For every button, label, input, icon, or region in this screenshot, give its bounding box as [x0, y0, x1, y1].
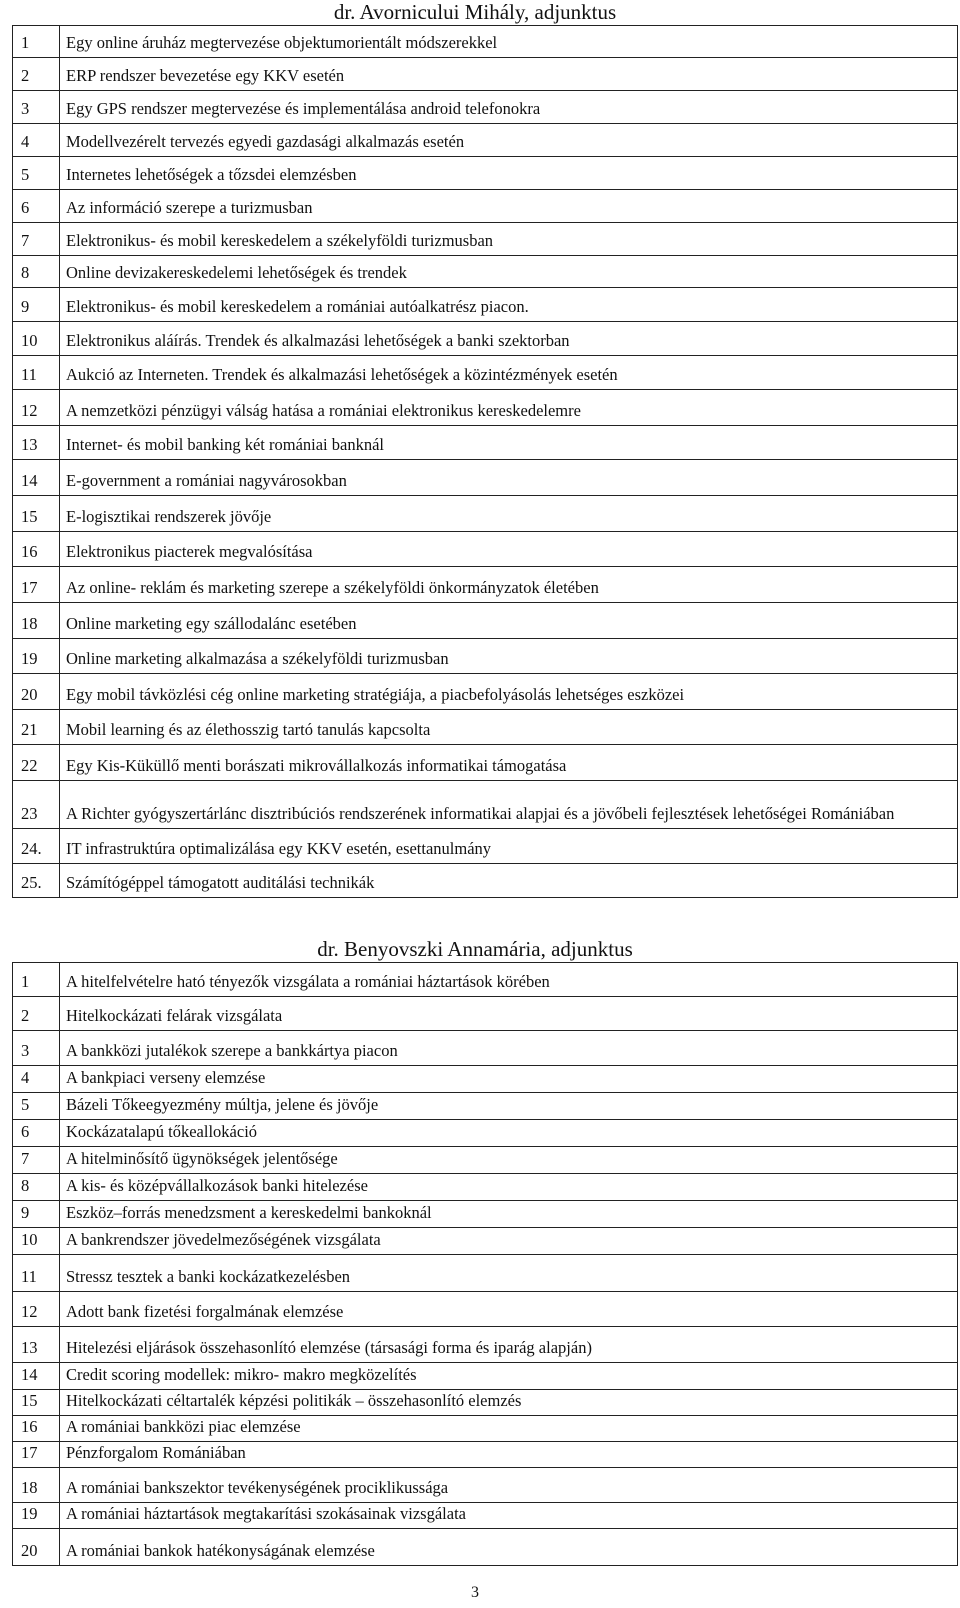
- thesis-topic-title: Hitelkockázati céltartalék képzési politikák – összehasonlító elemzés: [60, 1390, 958, 1416]
- thesis-topic-title: Eszköz–forrás menedzsment a kereskedelmi bankoknál: [60, 1201, 958, 1228]
- table-row: [13, 674, 958, 710]
- row-number: 21: [13, 710, 60, 745]
- thesis-topic-title: Elektronikus piacterek megvalósítása: [60, 532, 958, 567]
- table-row: [13, 91, 958, 124]
- row-number: 8: [13, 1174, 60, 1201]
- thesis-topic-title: Internet- és mobil banking két romániai banknál: [60, 426, 958, 460]
- table-row: [13, 532, 958, 567]
- row-number: 1: [13, 26, 60, 58]
- table-row: [13, 1228, 958, 1255]
- row-number: 3: [13, 1031, 60, 1066]
- thesis-topic-title: A nemzetközi pénzügyi válság hatása a romániai elektronikus kereskedelemre: [60, 390, 958, 426]
- row-number: 22: [13, 745, 60, 781]
- row-number: 2: [13, 58, 60, 91]
- thesis-topic-title: A hitelfelvételre ható tényezők vizsgálata a romániai háztartások körében: [60, 963, 958, 997]
- table-row: [13, 256, 958, 288]
- thesis-topic-title: Hitelkockázati felárak vizsgálata: [60, 997, 958, 1031]
- thesis-topic-title: Pénzforgalom Romániában: [60, 1442, 958, 1468]
- row-number: 17: [13, 1442, 60, 1468]
- thesis-topic-title: A hitelminősítő ügynökségek jelentősége: [60, 1147, 958, 1174]
- table-row: [13, 223, 958, 256]
- thesis-topic-title: Internetes lehetőségek a tőzsdei elemzésben: [60, 157, 958, 190]
- table-row: [13, 1327, 958, 1363]
- thesis-topic-title: IT infrastruktúra optimalizálása egy KKV esetén, esettanulmány: [60, 829, 958, 864]
- row-number: 11: [13, 356, 60, 390]
- thesis-topic-title: A romániai háztartások megtakarítási szokásainak vizsgálata: [60, 1503, 958, 1529]
- table-row: [13, 356, 958, 390]
- table-row: [13, 1120, 958, 1147]
- table-row: [13, 1363, 958, 1390]
- table-row: [13, 829, 958, 864]
- thesis-topic-title: Az online- reklám és marketing szerepe a székelyföldi önkormányzatok életében: [60, 567, 958, 603]
- thesis-topic-title: Az információ szerepe a turizmusban: [60, 190, 958, 223]
- thesis-topic-title: Stressz tesztek a banki kockázatkezelésben: [60, 1255, 958, 1292]
- thesis-topic-title: A romániai bankok hatékonyságának elemzése: [60, 1529, 958, 1566]
- row-number: 20: [13, 1529, 60, 1566]
- table-row: [13, 1292, 958, 1327]
- table-row: [13, 288, 958, 322]
- section-heading-benyovszki: dr. Benyovszki Annamária, adjunktus: [317, 937, 633, 961]
- row-number: 9: [13, 1201, 60, 1228]
- row-number: 19: [13, 1503, 60, 1529]
- thesis-topic-title: Online marketing alkalmazása a székelyföldi turizmusban: [60, 639, 958, 674]
- row-number: 5: [13, 1093, 60, 1120]
- thesis-topic-title: A bankközi jutalékok szerepe a bankkártya piacon: [60, 1031, 958, 1066]
- thesis-topic-title: Bázeli Tőkeegyezmény múltja, jelene és jövője: [60, 1093, 958, 1120]
- row-number: 2: [13, 997, 60, 1031]
- table-row: [13, 1529, 958, 1566]
- row-number: 18: [13, 603, 60, 639]
- table-row: [13, 1416, 958, 1442]
- table-row: [13, 1031, 958, 1066]
- thesis-topic-title: Egy GPS rendszer megtervezése és implementálása android telefonokra: [60, 91, 958, 124]
- table-row: [13, 1442, 958, 1468]
- thesis-topic-title: Hitelezési eljárások összehasonlító elemzése (társasági forma és iparág alapján): [60, 1327, 958, 1363]
- thesis-topic-title: A romániai bankközi piac elemzése: [60, 1416, 958, 1442]
- row-number: 25.: [13, 864, 60, 898]
- table-row: [13, 1093, 958, 1120]
- row-number: 10: [13, 322, 60, 356]
- table-row: [13, 567, 958, 603]
- table-row: [13, 1390, 958, 1416]
- thesis-topic-title: ERP rendszer bevezetése egy KKV esetén: [60, 58, 958, 91]
- table-row: [13, 124, 958, 157]
- row-number: 14: [13, 460, 60, 496]
- page-number: 3: [471, 1584, 479, 1601]
- table-row: [13, 745, 958, 781]
- thesis-topic-title: Adott bank fizetési forgalmának elemzése: [60, 1292, 958, 1327]
- row-number: 4: [13, 1066, 60, 1093]
- thesis-topic-title: Egy Kis-Küküllő menti borászati mikrovállalkozás informatikai támogatása: [60, 745, 958, 781]
- row-number: 6: [13, 190, 60, 223]
- thesis-topic-title: Elektronikus- és mobil kereskedelem a romániai autóalkatrész piacon.: [60, 288, 958, 322]
- row-number: 11: [13, 1255, 60, 1292]
- row-number: 1: [13, 963, 60, 997]
- table-row: [13, 1147, 958, 1174]
- row-number: 10: [13, 1228, 60, 1255]
- table-row: [13, 864, 958, 898]
- table-row: [13, 426, 958, 460]
- row-number: 24.: [13, 829, 60, 864]
- section-heading-avornicului: dr. Avornicului Mihály, adjunktus: [333, 0, 617, 24]
- row-number: 23: [13, 781, 60, 829]
- table-row: [13, 1503, 958, 1529]
- table-row: [13, 997, 958, 1031]
- thesis-topic-title: Elektronikus- és mobil kereskedelem a székelyföldi turizmusban: [60, 223, 958, 256]
- row-number: 20: [13, 674, 60, 710]
- thesis-topic-title: Egy mobil távközlési cég online marketing stratégiája, a piacbefolyásolás lehetséges eszközei: [60, 674, 958, 710]
- topics-table-benyovszki: [12, 962, 958, 1566]
- table-row: [13, 603, 958, 639]
- row-number: 8: [13, 256, 60, 288]
- row-number: 15: [13, 1390, 60, 1416]
- table-row: [13, 26, 958, 58]
- table-row: [13, 460, 958, 496]
- row-number: 6: [13, 1120, 60, 1147]
- thesis-topic-title: A Richter gyógyszertárlánc disztribúciós rendszerének informatikai alapjai és a jövőbeli fejlesztések lehetőségei Romániában: [60, 781, 958, 829]
- table-row: [13, 390, 958, 426]
- row-number: 14: [13, 1363, 60, 1390]
- row-number: 7: [13, 1147, 60, 1174]
- row-number: 15: [13, 496, 60, 532]
- table-row: [13, 58, 958, 91]
- table-row: [13, 1201, 958, 1228]
- thesis-topic-title: Credit scoring modellek: mikro- makro megközelítés: [60, 1363, 958, 1390]
- table-row: [13, 639, 958, 674]
- table-row: [13, 1066, 958, 1093]
- row-number: 12: [13, 390, 60, 426]
- row-number: 18: [13, 1468, 60, 1503]
- topics-table-avornicului: [12, 25, 958, 898]
- table-row: [13, 190, 958, 223]
- table-row: [13, 781, 958, 829]
- thesis-topic-title: Aukció az Interneten. Trendek és alkalmazási lehetőségek a közintézmények esetén: [60, 356, 958, 390]
- thesis-topic-title: Online marketing egy szállodalánc esetében: [60, 603, 958, 639]
- table-row: [13, 710, 958, 745]
- row-number: 19: [13, 639, 60, 674]
- thesis-topic-title: Egy online áruház megtervezése objektumorientált módszerekkel: [60, 26, 958, 58]
- table-row: [13, 963, 958, 997]
- row-number: 17: [13, 567, 60, 603]
- row-number: 13: [13, 1327, 60, 1363]
- thesis-topic-title: A kis- és középvállalkozások banki hitelezése: [60, 1174, 958, 1201]
- thesis-topic-title: A bankrendszer jövedelmezőségének vizsgálata: [60, 1228, 958, 1255]
- row-number: 12: [13, 1292, 60, 1327]
- thesis-topic-title: Elektronikus aláírás. Trendek és alkalmazási lehetőségek a banki szektorban: [60, 322, 958, 356]
- row-number: 3: [13, 91, 60, 124]
- table-row: [13, 1174, 958, 1201]
- table-row: [13, 322, 958, 356]
- table-row: [13, 1468, 958, 1503]
- thesis-topic-title: Online devizakereskedelemi lehetőségek és trendek: [60, 256, 958, 288]
- row-number: 5: [13, 157, 60, 190]
- table-row: [13, 1255, 958, 1292]
- thesis-topic-title: E-logisztikai rendszerek jövője: [60, 496, 958, 532]
- row-number: 16: [13, 1416, 60, 1442]
- thesis-topic-title: Kockázatalapú tőkeallokáció: [60, 1120, 958, 1147]
- table-row: [13, 157, 958, 190]
- thesis-topic-title: Számítógéppel támogatott auditálási technikák: [60, 864, 958, 898]
- row-number: 16: [13, 532, 60, 567]
- table-row: [13, 496, 958, 532]
- row-number: 7: [13, 223, 60, 256]
- thesis-topic-title: A bankpiaci verseny elemzése: [60, 1066, 958, 1093]
- thesis-topic-title: A romániai bankszektor tevékenységének prociklikussága: [60, 1468, 958, 1503]
- thesis-topic-title: Mobil learning és az élethosszig tartó tanulás kapcsolta: [60, 710, 958, 745]
- thesis-topic-title: Modellvezérelt tervezés egyedi gazdasági alkalmazás esetén: [60, 124, 958, 157]
- row-number: 9: [13, 288, 60, 322]
- row-number: 4: [13, 124, 60, 157]
- row-number: 13: [13, 426, 60, 460]
- thesis-topic-title: E-government a romániai nagyvárosokban: [60, 460, 958, 496]
